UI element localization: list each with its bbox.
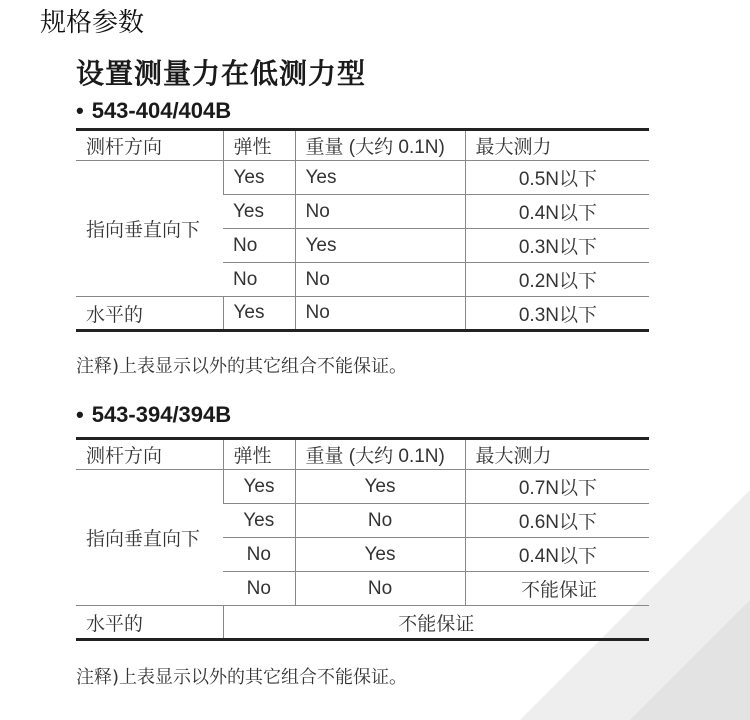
force-cell: 0.3N以下 — [465, 229, 649, 263]
header-cell: 最大测力 — [465, 130, 649, 161]
elastic-cell: Yes — [223, 504, 295, 538]
elastic-cell: No — [223, 538, 295, 572]
weight-cell: No — [295, 572, 465, 606]
weight-cell: Yes — [295, 161, 465, 195]
table-row — [76, 606, 649, 640]
elastic-cell: No — [223, 263, 295, 297]
model-number: 543-394/394B — [91, 402, 232, 427]
model-label-1 — [76, 98, 231, 124]
force-cell: 0.2N以下 — [465, 263, 649, 297]
header-cell: 重量 (大约 0.1N) — [295, 130, 465, 161]
force-cell: 0.6N以下 — [465, 504, 649, 538]
weight-cell: No — [295, 195, 465, 229]
header-cell: 弹性 — [223, 130, 295, 161]
model-label-2 — [76, 402, 231, 428]
bullet-icon: • — [76, 402, 84, 427]
table-header-row — [76, 439, 649, 470]
table-note-2: 注释)上表显示以外的其它组合不能保证。 — [76, 667, 408, 688]
weight-cell: No — [295, 504, 465, 538]
force-cell: 0.5N以下 — [465, 161, 649, 195]
elastic-cell: Yes — [223, 195, 295, 229]
spec-table-1 — [76, 128, 649, 332]
force-cell: 不能保证 — [223, 606, 649, 640]
header-cell: 重量 (大约 0.1N) — [295, 439, 465, 470]
elastic-cell: No — [223, 229, 295, 263]
main-title: 设置测量力在低测力型 — [76, 57, 367, 90]
force-cell: 0.3N以下 — [465, 297, 649, 331]
force-cell: 0.4N以下 — [465, 195, 649, 229]
direction-cell: 指向垂直向下 — [76, 470, 223, 606]
direction-cell: 水平的 — [76, 606, 223, 640]
elastic-cell: No — [223, 572, 295, 606]
weight-cell: Yes — [295, 470, 465, 504]
direction-cell: 指向垂直向下 — [76, 161, 223, 297]
direction-cell: 水平的 — [76, 297, 223, 331]
header-cell: 最大测力 — [465, 439, 649, 470]
header-cell: 弹性 — [223, 439, 295, 470]
table-header-row — [76, 130, 649, 161]
elastic-cell: Yes — [223, 161, 295, 195]
page-heading: 规格参数 — [40, 8, 145, 38]
elastic-cell: Yes — [223, 297, 295, 331]
header-cell: 测杆方向 — [76, 439, 223, 470]
table-row — [76, 297, 649, 331]
header-cell: 测杆方向 — [76, 130, 223, 161]
weight-cell: Yes — [295, 229, 465, 263]
force-cell: 不能保证 — [465, 572, 649, 606]
force-cell: 0.4N以下 — [465, 538, 649, 572]
bullet-icon: • — [76, 98, 84, 123]
force-cell: 0.7N以下 — [465, 470, 649, 504]
weight-cell: Yes — [295, 538, 465, 572]
model-number: 543-404/404B — [91, 98, 232, 123]
weight-cell: No — [295, 297, 465, 331]
table-note-1: 注释)上表显示以外的其它组合不能保证。 — [76, 356, 408, 377]
table-row — [76, 161, 649, 195]
weight-cell: No — [295, 263, 465, 297]
table-row — [76, 470, 649, 504]
spec-table-2 — [76, 437, 649, 641]
elastic-cell: Yes — [223, 470, 295, 504]
